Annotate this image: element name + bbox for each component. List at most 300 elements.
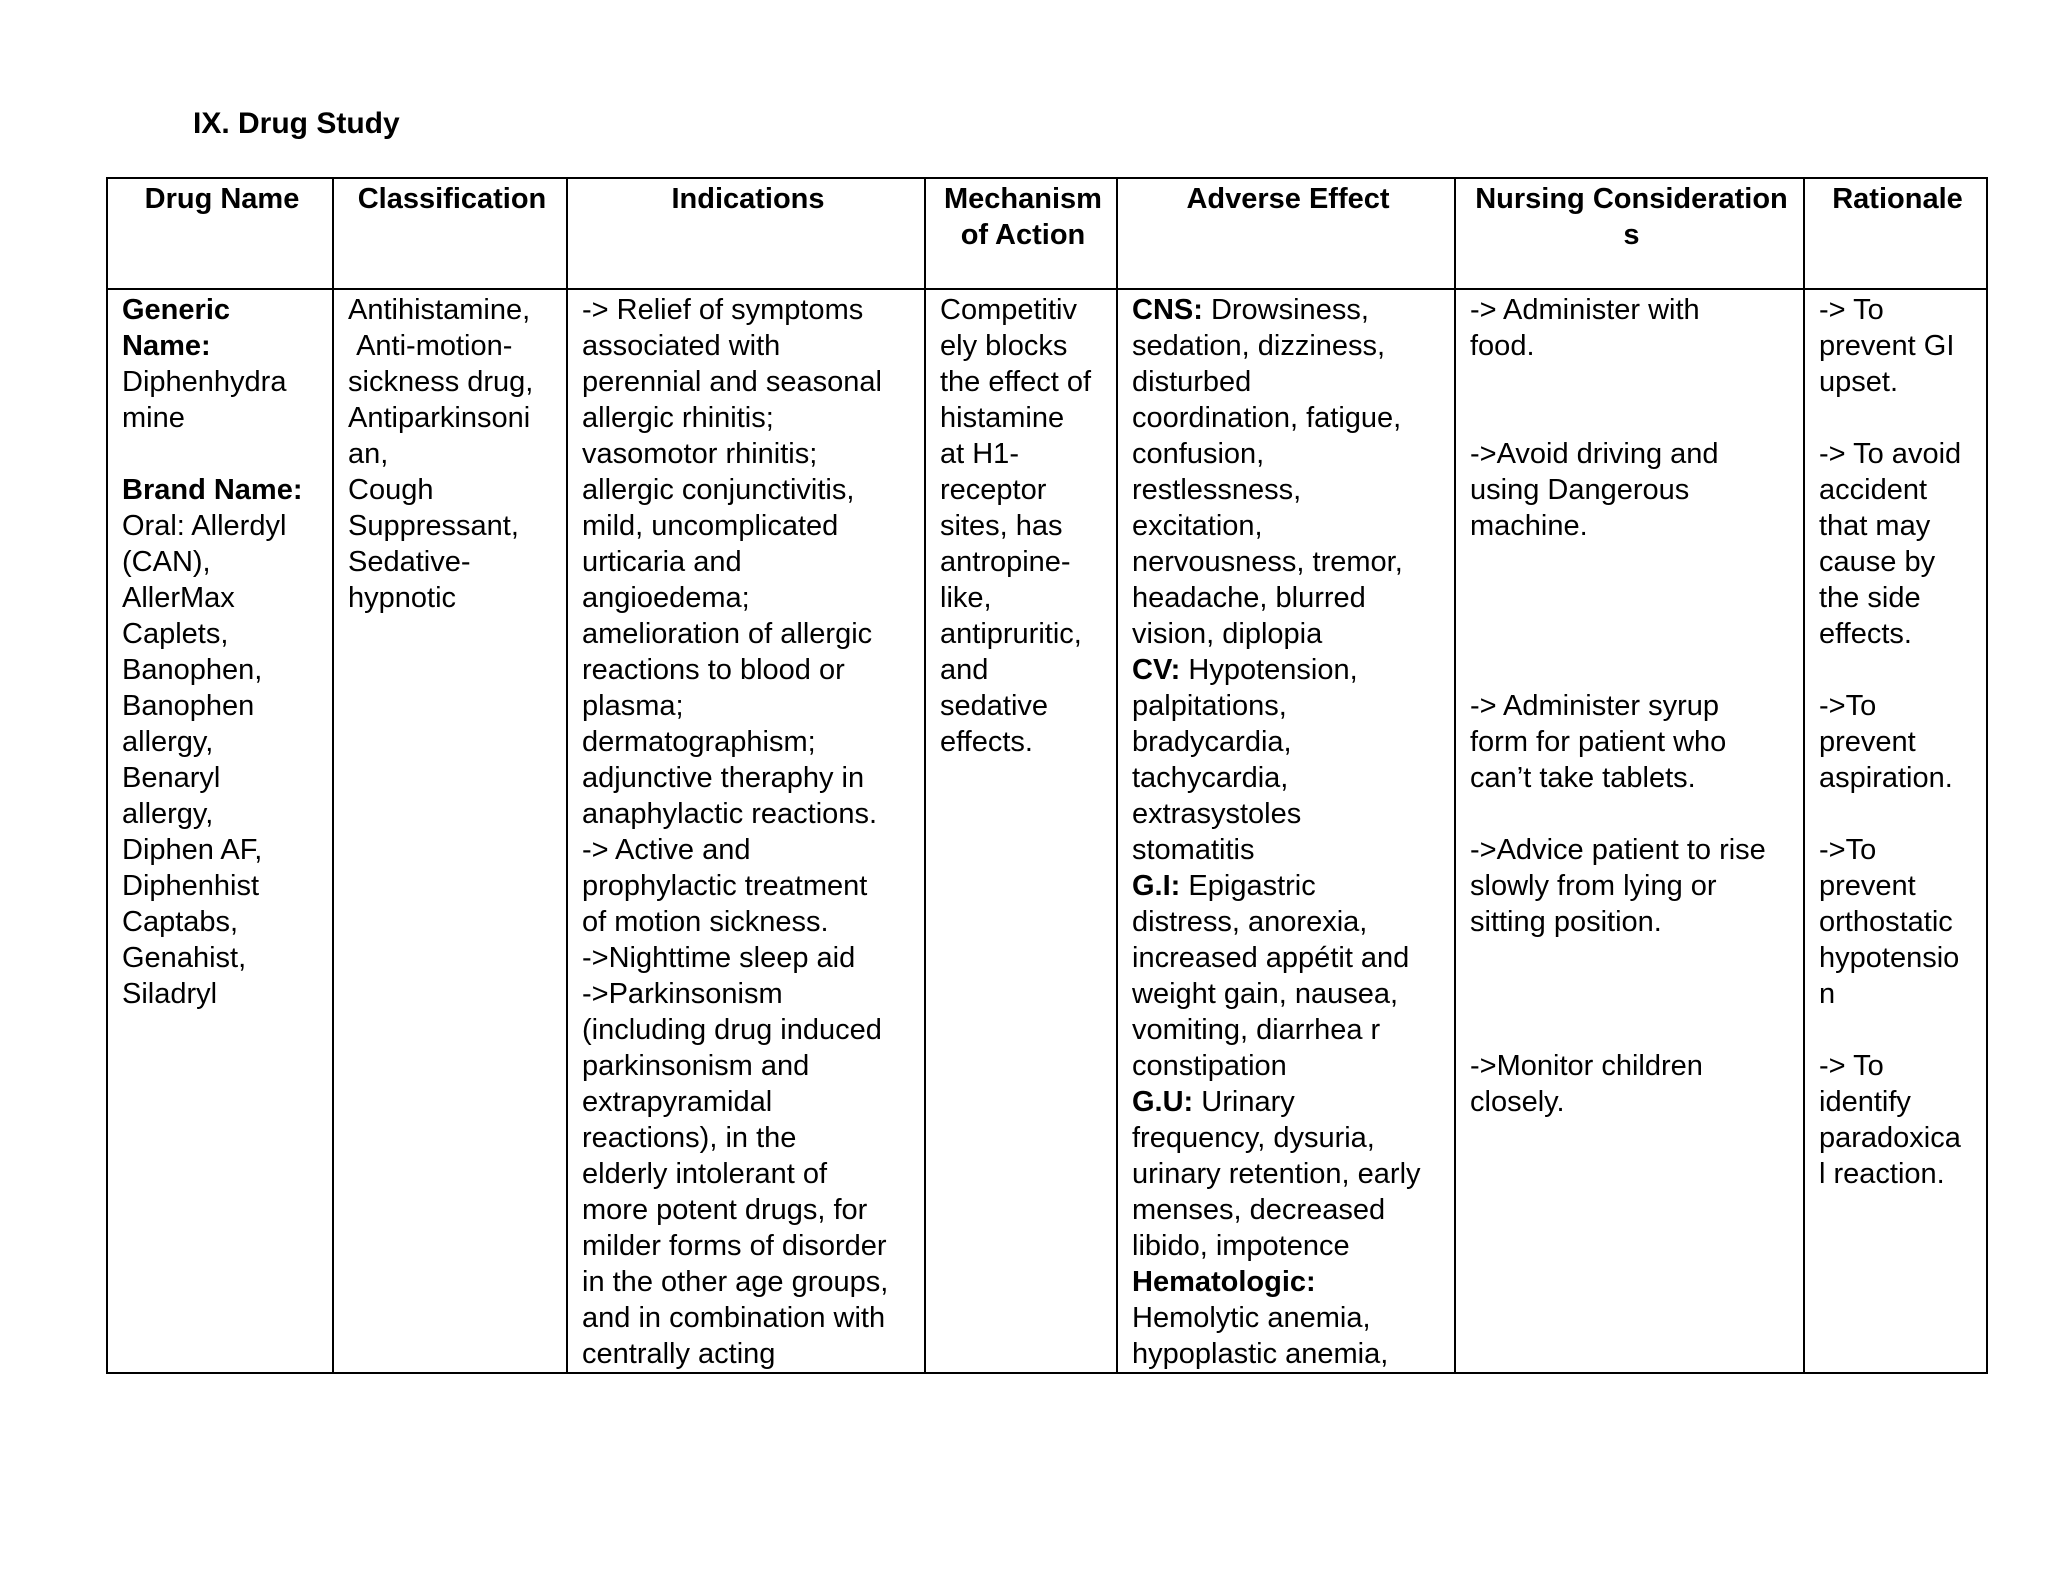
line-text: Siladryl: [122, 978, 218, 1010]
line-text: -> Administer syrup: [1470, 690, 1720, 722]
line-text: mine: [122, 402, 185, 434]
cell-line: [582, 688, 914, 724]
cell-line: [1470, 364, 1793, 400]
line-text: Antiparkinsoni: [348, 402, 531, 434]
header-drug-name: Drug Name: [107, 178, 333, 289]
line-text: ->To: [1819, 690, 1877, 722]
cell-line: [582, 868, 914, 904]
cell-line: [1819, 364, 1976, 400]
cell-line: [582, 1048, 914, 1084]
cell-line: [1819, 472, 1976, 508]
line-text: -> To: [1819, 294, 1884, 326]
cell-line: [348, 508, 556, 544]
cell-line: [122, 976, 322, 1012]
cell-line: [1819, 724, 1976, 760]
line-text: identify: [1819, 1086, 1911, 1118]
cell-line: [1470, 436, 1793, 472]
cell-line: [1470, 580, 1793, 616]
cell-line: [348, 580, 556, 616]
line-text: Urinary: [1193, 1086, 1295, 1118]
cell-line: [348, 292, 556, 328]
line-text: -> Administer with: [1470, 294, 1700, 326]
cell-line: [1819, 760, 1976, 796]
line-text: Sedative-: [348, 546, 471, 578]
line-text: hypnotic: [348, 582, 457, 614]
cell-line: [1470, 544, 1793, 580]
cell-line: [1819, 940, 1976, 976]
line-text: Drowsiness,: [1202, 294, 1369, 326]
line-text: parkinsonism and: [582, 1050, 810, 1082]
line-text: plasma;: [582, 690, 684, 722]
line-text: and: [940, 654, 989, 686]
line-text: hypotensio: [1819, 942, 1960, 974]
line-text: associated with: [582, 330, 781, 362]
cell-line: [1132, 724, 1444, 760]
line-text: ->Advice patient to rise: [1470, 834, 1766, 866]
line-text: effects.: [1819, 618, 1912, 650]
cell-line: [1819, 832, 1976, 868]
line-text: like,: [940, 582, 992, 614]
cell-line: [122, 508, 322, 544]
line-text: ->Monitor children: [1470, 1050, 1703, 1082]
line-text: extrasystoles: [1132, 798, 1302, 830]
line-text: nervousness, tremor,: [1132, 546, 1403, 578]
cell-line: [940, 544, 1106, 580]
line-text: weight gain, nausea,: [1132, 978, 1399, 1010]
cell-line: [1819, 400, 1976, 436]
cell-line: [582, 904, 914, 940]
line-text: Banophen: [122, 690, 255, 722]
cell-line: [1132, 1084, 1444, 1120]
cell-line: [582, 1156, 914, 1192]
cell-line: [1132, 940, 1444, 976]
line-text: centrally acting: [582, 1338, 776, 1370]
cell-line: [1819, 796, 1976, 832]
line-text: -> Relief of symptoms: [582, 294, 864, 326]
line-text: Competitiv: [940, 294, 1077, 326]
cell-line: [1470, 1084, 1793, 1120]
cell-line: [122, 328, 322, 364]
cell-line: [122, 364, 322, 400]
header-classification: Classification: [333, 178, 567, 289]
line-text: vision, diplopia: [1132, 618, 1323, 650]
line-text: menses, decreased: [1132, 1194, 1386, 1226]
line-text: more potent drugs, for: [582, 1194, 868, 1226]
bold-label: CV:: [1132, 654, 1181, 686]
bold-label: CNS:: [1132, 294, 1203, 326]
bold-label: Generic: [122, 294, 230, 326]
line-text: urticaria and: [582, 546, 742, 578]
line-text: frequency, dysuria,: [1132, 1122, 1375, 1154]
line-text: elderly intolerant of: [582, 1158, 828, 1190]
cell-indications: [567, 289, 925, 1373]
cell-line: [940, 508, 1106, 544]
line-text: libido, impotence: [1132, 1230, 1350, 1262]
bold-label: G.U:: [1132, 1086, 1194, 1118]
cell-line: [1132, 616, 1444, 652]
line-text: upset.: [1819, 366, 1898, 398]
line-text: ->Nighttime sleep aid: [582, 942, 856, 974]
cell-adverse-effect: [1117, 289, 1455, 1373]
line-text: dermatographism;: [582, 726, 816, 758]
cell-line: [582, 328, 914, 364]
line-text: Anti-motion-: [348, 330, 513, 362]
line-text: l reaction.: [1819, 1158, 1945, 1190]
cell-line: [122, 400, 322, 436]
line-text: paradoxica: [1819, 1122, 1961, 1154]
cell-line: [1819, 616, 1976, 652]
cell-line: [1819, 688, 1976, 724]
line-text: AllerMax: [122, 582, 235, 614]
line-text: (CAN),: [122, 546, 211, 578]
cell-line: [1819, 436, 1976, 472]
cell-line: [1470, 1048, 1793, 1084]
cell-line: [1470, 472, 1793, 508]
cell-line: [582, 832, 914, 868]
cell-line: [1132, 328, 1444, 364]
line-text: constipation: [1132, 1050, 1287, 1082]
line-text: n: [1819, 978, 1836, 1010]
cell-line: [122, 652, 322, 688]
line-text: Epigastric: [1180, 870, 1316, 902]
bold-label: Hematologic:: [1132, 1266, 1316, 1298]
cell-line: [1132, 796, 1444, 832]
cell-line: [940, 328, 1106, 364]
line-text: Diphen AF,: [122, 834, 263, 866]
cell-line: [348, 544, 556, 580]
cell-line: [582, 1336, 914, 1372]
cell-line: [1470, 328, 1793, 364]
cell-line: [582, 796, 914, 832]
line-text: -> To avoid: [1819, 438, 1962, 470]
line-text: -> Active and: [582, 834, 751, 866]
cell-line: [582, 652, 914, 688]
line-text: and in combination with: [582, 1302, 886, 1334]
cell-line: [582, 976, 914, 1012]
cell-line: [1819, 868, 1976, 904]
cell-line: [582, 436, 914, 472]
cell-mechanism: [925, 289, 1117, 1373]
header-nursing-considerations: Nursing Considerations: [1455, 178, 1804, 289]
cell-line: [940, 436, 1106, 472]
cell-line: [582, 580, 914, 616]
line-text: allergic rhinitis;: [582, 402, 774, 434]
line-text: Captabs,: [122, 906, 239, 938]
line-text: Hemolytic anemia,: [1132, 1302, 1371, 1334]
cell-line: [122, 940, 322, 976]
cell-line: [1132, 688, 1444, 724]
line-text: palpitations,: [1132, 690, 1287, 722]
cell-line: [940, 652, 1106, 688]
line-text: ely blocks: [940, 330, 1068, 362]
line-text: prevent GI: [1819, 330, 1955, 362]
cell-line: [122, 832, 322, 868]
line-text: vasomotor rhinitis;: [582, 438, 818, 470]
line-text: disturbed: [1132, 366, 1252, 398]
line-text: ->To: [1819, 834, 1877, 866]
cell-line: [1470, 760, 1793, 796]
line-text: amelioration of allergic: [582, 618, 873, 650]
cell-line: [348, 472, 556, 508]
line-text: reactions to blood or: [582, 654, 845, 686]
cell-line: [1132, 1120, 1444, 1156]
line-text: antropine-: [940, 546, 1071, 578]
cell-line: [582, 1300, 914, 1336]
line-text: mild, uncomplicated: [582, 510, 839, 542]
drug-study-table: [106, 177, 1988, 1374]
line-text: accident: [1819, 474, 1928, 506]
cell-line: [582, 1228, 914, 1264]
cell-line: [1819, 292, 1976, 328]
line-text: the side: [1819, 582, 1921, 614]
cell-line: [1819, 1120, 1976, 1156]
line-text: sedative: [940, 690, 1049, 722]
line-text: Benaryl: [122, 762, 221, 794]
line-text: Caplets,: [122, 618, 229, 650]
line-text: can’t take tablets.: [1470, 762, 1696, 794]
line-text: extrapyramidal: [582, 1086, 773, 1118]
cell-line: [1132, 1156, 1444, 1192]
cell-line: [122, 760, 322, 796]
cell-line: [1470, 940, 1793, 976]
cell-line: [1132, 904, 1444, 940]
cell-line: [1819, 904, 1976, 940]
cell-line: [122, 616, 322, 652]
line-text: coordination, fatigue,: [1132, 402, 1402, 434]
line-text: distress, anorexia,: [1132, 906, 1368, 938]
cell-rationale: [1804, 289, 1987, 1373]
cell-line: [1132, 652, 1444, 688]
cell-line: [1132, 364, 1444, 400]
cell-line: [940, 472, 1106, 508]
cell-nursing-considerations: [1455, 289, 1804, 1373]
line-text: confusion,: [1132, 438, 1265, 470]
cell-line: [1819, 508, 1976, 544]
cell-line: [1819, 976, 1976, 1012]
line-text: an,: [348, 438, 389, 470]
cell-line: [1132, 1264, 1444, 1300]
line-text: restlessness,: [1132, 474, 1302, 506]
cell-line: [1819, 328, 1976, 364]
cell-line: [122, 688, 322, 724]
cell-line: [582, 508, 914, 544]
cell-line: [1132, 976, 1444, 1012]
line-text: sickness drug,: [348, 366, 534, 398]
cell-line: [582, 724, 914, 760]
line-text: bradycardia,: [1132, 726, 1292, 758]
cell-line: [1132, 436, 1444, 472]
cell-line: [1470, 688, 1793, 724]
line-text: sites, has: [940, 510, 1063, 542]
cell-line: [1132, 544, 1444, 580]
line-text: perennial and seasonal: [582, 366, 882, 398]
cell-line: [1819, 1084, 1976, 1120]
line-text: headache, blurred: [1132, 582, 1366, 614]
line-text: adjunctive theraphy in: [582, 762, 865, 794]
line-text: using Dangerous: [1470, 474, 1690, 506]
line-text: sedation, dizziness,: [1132, 330, 1386, 362]
line-text: reactions), in the: [582, 1122, 797, 1154]
cell-line: [122, 544, 322, 580]
header-adverse-effect: Adverse Effect: [1117, 178, 1455, 289]
line-text: vomiting, diarrhea r: [1132, 1014, 1381, 1046]
cell-line: [1819, 1012, 1976, 1048]
header-row: [107, 178, 1987, 289]
bold-label: G.I:: [1132, 870, 1181, 902]
line-text: Diphenhist: [122, 870, 260, 902]
line-text: slowly from lying or: [1470, 870, 1717, 902]
line-text: Diphenhydra: [122, 366, 287, 398]
cell-line: [1819, 580, 1976, 616]
cell-line: [1470, 616, 1793, 652]
line-text: angioedema;: [582, 582, 750, 614]
cell-line: [1470, 292, 1793, 328]
cell-line: [1132, 868, 1444, 904]
cell-line: [582, 1084, 914, 1120]
line-text: of motion sickness.: [582, 906, 829, 938]
cell-line: [1470, 868, 1793, 904]
line-text: hypoplastic anemia,: [1132, 1338, 1389, 1370]
cell-line: [582, 1264, 914, 1300]
cell-line: [122, 436, 322, 472]
cell-line: [582, 472, 914, 508]
line-text: (including drug induced: [582, 1014, 882, 1046]
cell-line: [582, 940, 914, 976]
line-text: increased appétit and: [1132, 942, 1410, 974]
line-text: at H1-: [940, 438, 1019, 470]
page-title: IX. Drug Study: [193, 107, 400, 140]
cell-line: [1470, 1012, 1793, 1048]
cell-line: [348, 328, 556, 364]
bold-label: Brand Name:: [122, 474, 303, 506]
cell-line: [1470, 400, 1793, 436]
line-text: anaphylactic reactions.: [582, 798, 877, 830]
line-text: aspiration.: [1819, 762, 1953, 794]
cell-line: [582, 1012, 914, 1048]
line-text: Hypotension,: [1180, 654, 1358, 686]
cell-line: [940, 580, 1106, 616]
cell-line: [122, 904, 322, 940]
line-text: effects.: [940, 726, 1033, 758]
cell-line: [348, 364, 556, 400]
line-text: excitation,: [1132, 510, 1263, 542]
line-text: in the other age groups,: [582, 1266, 889, 1298]
line-text: Antihistamine,: [348, 294, 531, 326]
cell-line: [1132, 1048, 1444, 1084]
cell-line: [1470, 508, 1793, 544]
line-text: cause by: [1819, 546, 1936, 578]
cell-line: [122, 472, 322, 508]
line-text: prevent: [1819, 726, 1916, 758]
cell-line: [940, 364, 1106, 400]
line-text: receptor: [940, 474, 1047, 506]
line-text: Genahist,: [122, 942, 247, 974]
cell-line: [1132, 1336, 1444, 1372]
cell-line: [940, 292, 1106, 328]
cell-line: [348, 400, 556, 436]
cell-line: [1470, 796, 1793, 832]
line-text: Oral: Allerdyl: [122, 510, 287, 542]
bold-label: Name:: [122, 330, 211, 362]
cell-line: [122, 724, 322, 760]
cell-line: [122, 796, 322, 832]
line-text: Banophen,: [122, 654, 263, 686]
cell-line: [1470, 832, 1793, 868]
line-text: histamine: [940, 402, 1065, 434]
cell-line: [122, 580, 322, 616]
cell-line: [582, 364, 914, 400]
cell-line: [348, 436, 556, 472]
header-rationale: Rationale: [1804, 178, 1987, 289]
cell-line: [582, 400, 914, 436]
line-text: closely.: [1470, 1086, 1565, 1118]
header-indications: Indications: [567, 178, 925, 289]
cell-line: [1132, 580, 1444, 616]
cell-line: [1470, 652, 1793, 688]
line-text: ->Parkinsonism: [582, 978, 783, 1010]
cell-line: [1132, 1012, 1444, 1048]
cell-line: [940, 400, 1106, 436]
cell-line: [940, 724, 1106, 760]
cell-drug-name: [107, 289, 333, 1373]
line-text: ->Avoid driving and: [1470, 438, 1719, 470]
cell-line: [1132, 1192, 1444, 1228]
header-mechanism: Mechanism of Action: [925, 178, 1117, 289]
cell-line: [1132, 832, 1444, 868]
cell-line: [1132, 472, 1444, 508]
cell-line: [582, 292, 914, 328]
cell-line: [1132, 400, 1444, 436]
cell-line: [1470, 724, 1793, 760]
line-text: form for patient who: [1470, 726, 1727, 758]
cell-line: [122, 868, 322, 904]
cell-line: [582, 1120, 914, 1156]
line-text: Suppressant,: [348, 510, 519, 542]
cell-line: [940, 616, 1106, 652]
line-text: urinary retention, early: [1132, 1158, 1421, 1190]
cell-line: [1470, 904, 1793, 940]
cell-line: [1132, 292, 1444, 328]
cell-line: [1819, 1048, 1976, 1084]
cell-line: [582, 1192, 914, 1228]
cell-classification: [333, 289, 567, 1373]
line-text: antipruritic,: [940, 618, 1082, 650]
cell-line: [582, 760, 914, 796]
line-text: prevent: [1819, 870, 1916, 902]
table-row: [107, 289, 1987, 1373]
cell-line: [582, 544, 914, 580]
line-text: tachycardia,: [1132, 762, 1289, 794]
cell-line: [1819, 1156, 1976, 1192]
line-text: allergy,: [122, 798, 214, 830]
line-text: machine.: [1470, 510, 1588, 542]
line-text: prophylactic treatment: [582, 870, 868, 902]
line-text: milder forms of disorder: [582, 1230, 887, 1262]
cell-line: [122, 292, 322, 328]
cell-line: [1132, 760, 1444, 796]
line-text: Cough: [348, 474, 434, 506]
line-text: food.: [1470, 330, 1535, 362]
line-text: -> To: [1819, 1050, 1884, 1082]
line-text: the effect of: [940, 366, 1092, 398]
line-text: allergy,: [122, 726, 214, 758]
cell-line: [940, 688, 1106, 724]
cell-line: [1132, 508, 1444, 544]
cell-line: [1132, 1300, 1444, 1336]
line-text: that may: [1819, 510, 1931, 542]
line-text: sitting position.: [1470, 906, 1662, 938]
cell-line: [1819, 544, 1976, 580]
